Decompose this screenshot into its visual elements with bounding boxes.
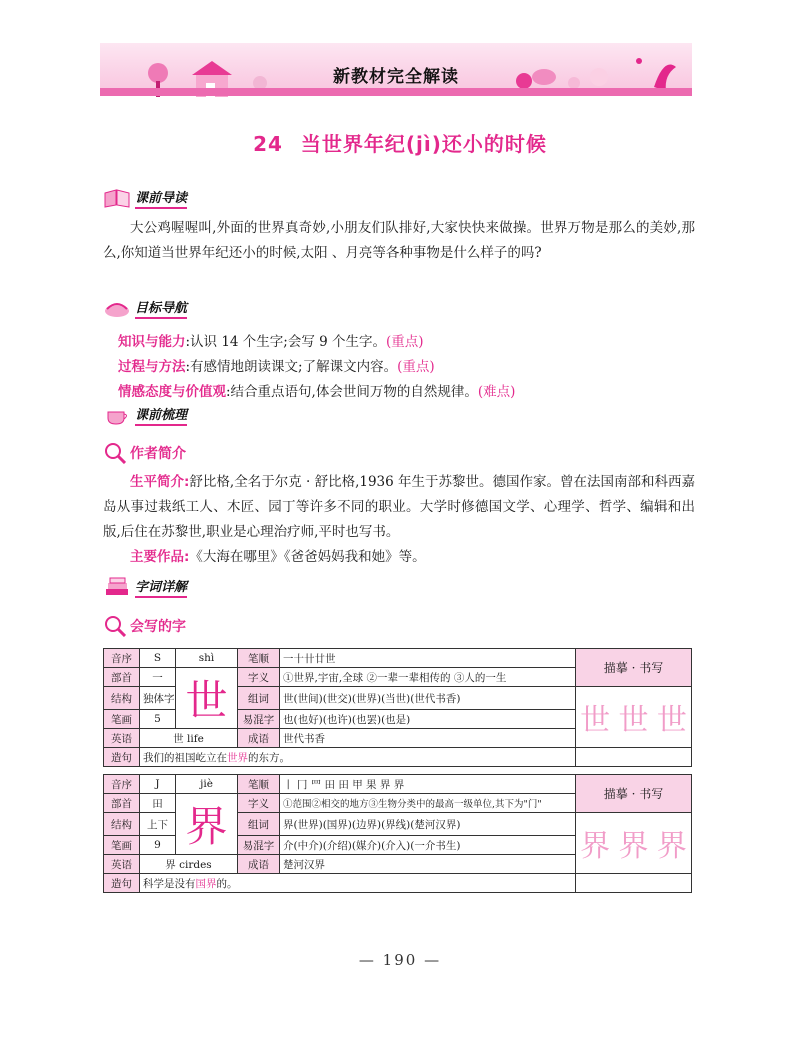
section-words-header <box>103 575 187 599</box>
char-sentence <box>140 748 576 767</box>
label-stroke-order: 笔顺 <box>238 649 280 668</box>
write-chars-sub-label: 会写的字 <box>130 619 186 635</box>
section-words-label: 字词详解 <box>135 576 187 598</box>
goal-item <box>118 380 515 400</box>
sentence-pre: 我们的祖国屹立在 <box>143 751 227 764</box>
char-strokes: 5 <box>140 710 176 729</box>
char-words: 世(世间)(世交)(世界)(当世)(世代书香) <box>280 687 576 710</box>
label-english: 英语 <box>104 729 140 748</box>
label-trace: 描摹 · 书写 <box>576 649 692 687</box>
goal-key: 情感态度与价值观 <box>118 384 226 400</box>
author-bio <box>103 470 695 545</box>
page-number: — 190 — <box>358 951 442 969</box>
label-trace: 描摹 · 书写 <box>576 775 692 813</box>
label-strokes: 笔画 <box>104 710 140 729</box>
label-radical: 部首 <box>104 794 140 813</box>
label-words: 组词 <box>238 687 280 710</box>
label-meaning: 字义 <box>238 668 280 687</box>
label-sentence: 造句 <box>104 748 140 767</box>
goal-tag: (重点) <box>397 359 435 375</box>
char-structure: 独体字 <box>140 687 176 710</box>
label-stroke-order: 笔顺 <box>238 775 280 794</box>
magnifier-icon <box>104 442 126 464</box>
char-sentence <box>140 874 576 893</box>
section-goals-header <box>103 296 187 320</box>
char-table <box>103 648 692 767</box>
char-idiom: 世代书香 <box>280 729 576 748</box>
char-english: 世 life <box>140 729 238 748</box>
section-review-header <box>103 403 187 427</box>
label-radical: 部首 <box>104 668 140 687</box>
char-order: J <box>140 775 176 794</box>
sentence-post: 的。 <box>216 877 238 890</box>
trace-char: 世 <box>618 703 649 738</box>
big-character: 世 <box>176 668 238 729</box>
teacup-icon <box>103 404 131 426</box>
empty-cell <box>576 874 692 893</box>
banner-stripe <box>100 88 692 96</box>
goal-text: :认识 14 个生字;会写 9 个生字。 <box>185 334 387 350</box>
lesson-title <box>0 128 800 157</box>
label-idiom: 成语 <box>238 729 280 748</box>
char-confusable: 介(中介)(介绍)(媒介)(介入)(一介书生) <box>280 836 576 855</box>
trace-char: 界 <box>656 829 687 864</box>
label-confusable: 易混字 <box>238 836 280 855</box>
section-review-label: 课前梳理 <box>135 404 187 426</box>
label-words: 组词 <box>238 813 280 836</box>
empty-cell <box>576 748 692 767</box>
sentence-highlight: 世界 <box>227 751 248 764</box>
char-stroke-order: 丨 冂 罒 田 田 甲 果 界 界 <box>280 775 576 794</box>
sentence-pre: 科学是没有 <box>143 877 196 890</box>
trace-char: 世 <box>580 703 611 738</box>
goal-tag: (难点) <box>477 384 516 400</box>
label-strokes: 笔画 <box>104 836 140 855</box>
goal-item <box>118 355 435 375</box>
section-goals-label: 目标导航 <box>135 297 187 319</box>
author-sub-header <box>104 442 186 464</box>
goal-text: :结合重点语句,体会世间万物的自然规律。 <box>226 384 478 400</box>
char-radical: 一 <box>140 668 176 687</box>
big-character: 界 <box>176 794 238 855</box>
label-idiom: 成语 <box>238 855 280 874</box>
char-strokes: 9 <box>140 836 176 855</box>
bio-key: 生平简介: <box>130 474 190 490</box>
magnifier-icon <box>104 615 126 637</box>
char-stroke-order: 一十卄廿世 <box>280 649 576 668</box>
goal-item <box>118 330 424 350</box>
author-works <box>103 545 695 570</box>
char-structure: 上下 <box>140 813 176 836</box>
section-preview-header <box>103 186 187 210</box>
char-idiom: 楚河汉界 <box>280 855 576 874</box>
banner-title: 新教材完全解读 <box>333 67 459 87</box>
char-meaning: ①世界,宇宙,全球 ②一辈一辈相传的 ③人的一生 <box>280 668 576 687</box>
label-order: 音序 <box>104 649 140 668</box>
lesson-title-text: 当世界年纪(jì)还小的时候 <box>300 132 547 156</box>
label-structure: 结构 <box>104 813 140 836</box>
label-sentence: 造句 <box>104 874 140 893</box>
goal-key: 过程与方法 <box>118 359 186 375</box>
author-sub-label: 作者简介 <box>130 446 186 462</box>
book-icon <box>103 187 131 209</box>
char-english: 界 cirdes <box>140 855 238 874</box>
char-confusable: 也(也好)(也许)(也罢)(也是) <box>280 710 576 729</box>
trace-cells <box>576 813 692 874</box>
trace-char: 世 <box>656 703 687 738</box>
char-pinyin: shì <box>176 649 238 668</box>
goal-tag: (重点) <box>386 334 424 350</box>
trace-char: 界 <box>580 829 611 864</box>
char-order: S <box>140 649 176 668</box>
lesson-number: 24 <box>253 132 283 156</box>
works-text: 《大海在哪里》《爸爸妈妈我和她》等。 <box>189 549 426 565</box>
label-structure: 结构 <box>104 687 140 710</box>
label-confusable: 易混字 <box>238 710 280 729</box>
char-pinyin: jiè <box>176 775 238 794</box>
goal-text: :有感情地朗读课文;了解课文内容。 <box>185 359 398 375</box>
char-radical: 田 <box>140 794 176 813</box>
label-english: 英语 <box>104 855 140 874</box>
trace-cells <box>576 687 692 748</box>
works-key: 主要作品: <box>130 549 190 565</box>
trace-char: 界 <box>618 829 649 864</box>
sentence-highlight: 国界 <box>195 877 217 890</box>
write-chars-sub-header <box>104 615 186 637</box>
label-meaning: 字义 <box>238 794 280 813</box>
preview-text: 大公鸡喔喔叫,外面的世界真奇妙,小朋友们队排好,大家快快来做操。世界万物是那么的美妙,那么,你知道当世界年纪还小的时候,太阳 、月亮等各种事物是什么样子的吗? <box>103 220 695 261</box>
section-preview-label: 课前导读 <box>135 187 187 209</box>
char-meaning: ①范围②相交的地方③生物分类中的最高一级单位,其下为"门" <box>280 794 576 813</box>
char-table <box>103 774 692 893</box>
open-book-icon <box>103 297 131 319</box>
goal-key: 知识与能力 <box>118 334 186 350</box>
char-words: 界(世界)(国界)(边界)(界线)(楚河汉界) <box>280 813 576 836</box>
sentence-post: 的东方。 <box>248 751 290 764</box>
label-order: 音序 <box>104 775 140 794</box>
bio-text: 舒比格,全名于尔克 · 舒比格,1936 年生于苏黎世。德国作家。曾在法国南部和科西嘉岛从事过栽纸工人、木匠、园丁等许多不同的职业。大学时修德国文学、心理学、哲学、编辑和出版,后住在苏黎世,职业是心理治疗师,平时也写书。 <box>103 474 696 540</box>
books-stack-icon <box>103 576 131 598</box>
